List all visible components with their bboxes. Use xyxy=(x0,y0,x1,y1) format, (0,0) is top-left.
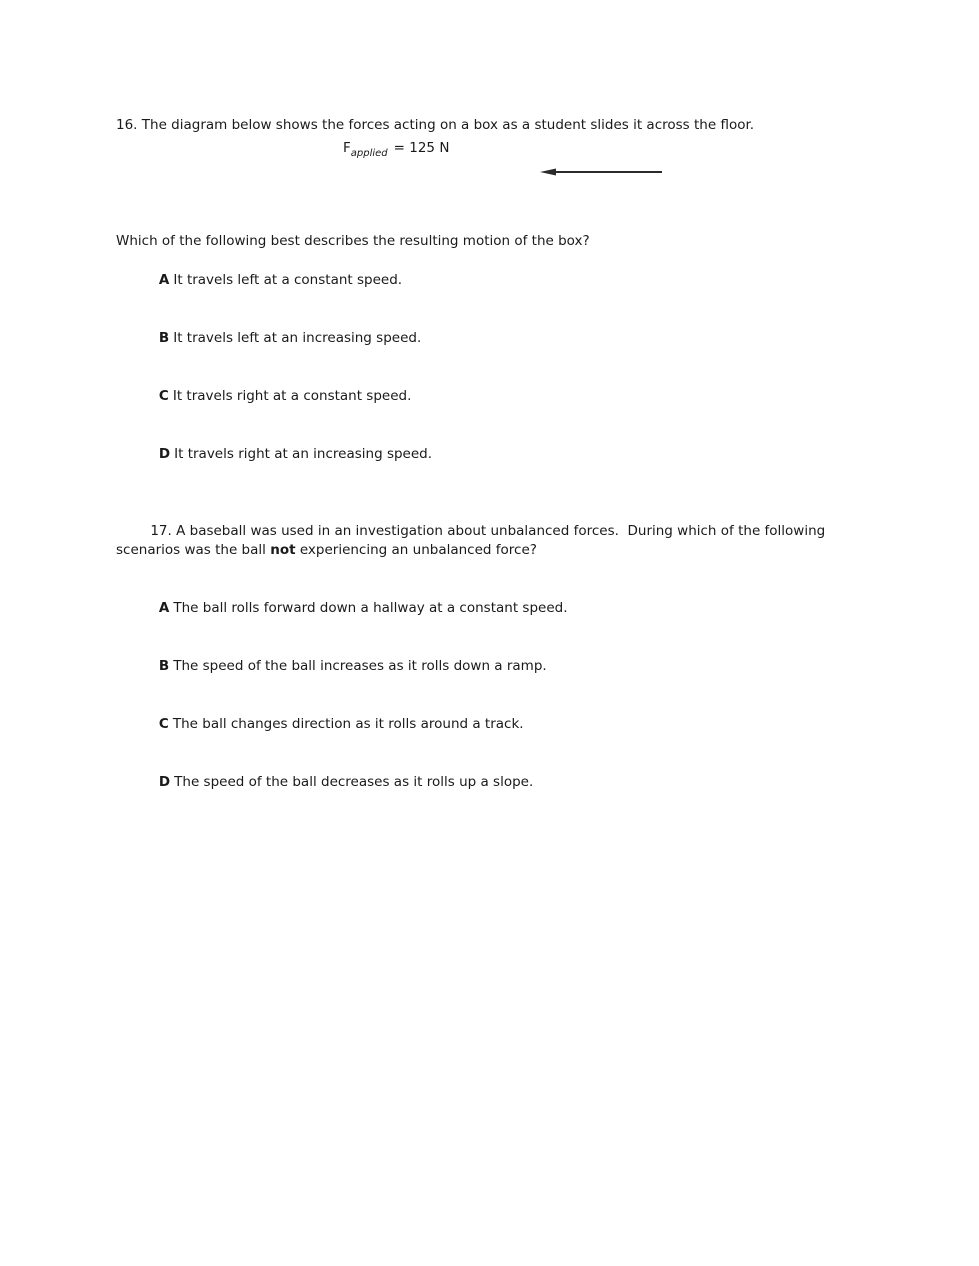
option-letter: B xyxy=(158,657,170,674)
question-16 xyxy=(116,116,856,483)
question-17 xyxy=(116,502,856,811)
option-text: It travels right at a constant speed. xyxy=(172,387,412,404)
option-letter: C xyxy=(158,387,169,404)
option-text: It travels left at a constant speed. xyxy=(173,271,403,288)
option-letter: D xyxy=(158,773,171,790)
option-text: The ball changes direction as it rolls around a track. xyxy=(172,715,524,732)
arrow-head xyxy=(540,169,556,176)
option-row xyxy=(116,425,856,483)
question-17-stem-emphasis: not xyxy=(270,542,296,559)
option-text: The ball rolls forward down a hallway at a constant speed. xyxy=(173,599,568,616)
option-row xyxy=(116,753,856,811)
force-symbol: F xyxy=(343,140,351,157)
question-16-options xyxy=(116,252,856,484)
force-subscript: applied xyxy=(350,148,388,160)
option-letter: B xyxy=(158,329,170,346)
left-arrow-icon xyxy=(540,164,662,174)
option-letter: C xyxy=(158,715,169,732)
applied-force-label xyxy=(343,139,449,159)
question-16-prompt: Which of the following best describes the resulting motion of the box? xyxy=(116,233,590,250)
option-row xyxy=(116,638,856,696)
option-row xyxy=(116,309,856,367)
force-value: = 125 N xyxy=(393,140,450,157)
force-diagram xyxy=(116,135,856,232)
option-letter: A xyxy=(158,271,170,288)
question-17-stem xyxy=(116,502,851,579)
option-row xyxy=(116,367,856,425)
question-16-stem: 16. The diagram below shows the forces acting on a box as a student slides it across the floor. xyxy=(116,117,755,133)
question-17-options xyxy=(116,580,856,812)
question-17-stem-after: experiencing an unbalanced force? xyxy=(295,542,537,559)
page-content xyxy=(116,116,856,811)
option-text: The speed of the ball decreases as it rolls up a slope. xyxy=(174,773,534,790)
question-17-stem-before: 17. A baseball was used in an investigation about unbalanced forces. During which of the following scenarios was the ball xyxy=(116,522,830,559)
option-row xyxy=(116,695,856,753)
option-row xyxy=(116,252,856,310)
option-text: The speed of the ball increases as it rolls down a ramp. xyxy=(173,657,547,674)
option-letter: D xyxy=(158,445,171,462)
option-text: It travels left at an increasing speed. xyxy=(173,329,422,346)
option-text: It travels right at an increasing speed. xyxy=(174,445,433,462)
option-letter: A xyxy=(158,599,170,616)
option-row xyxy=(116,580,856,638)
